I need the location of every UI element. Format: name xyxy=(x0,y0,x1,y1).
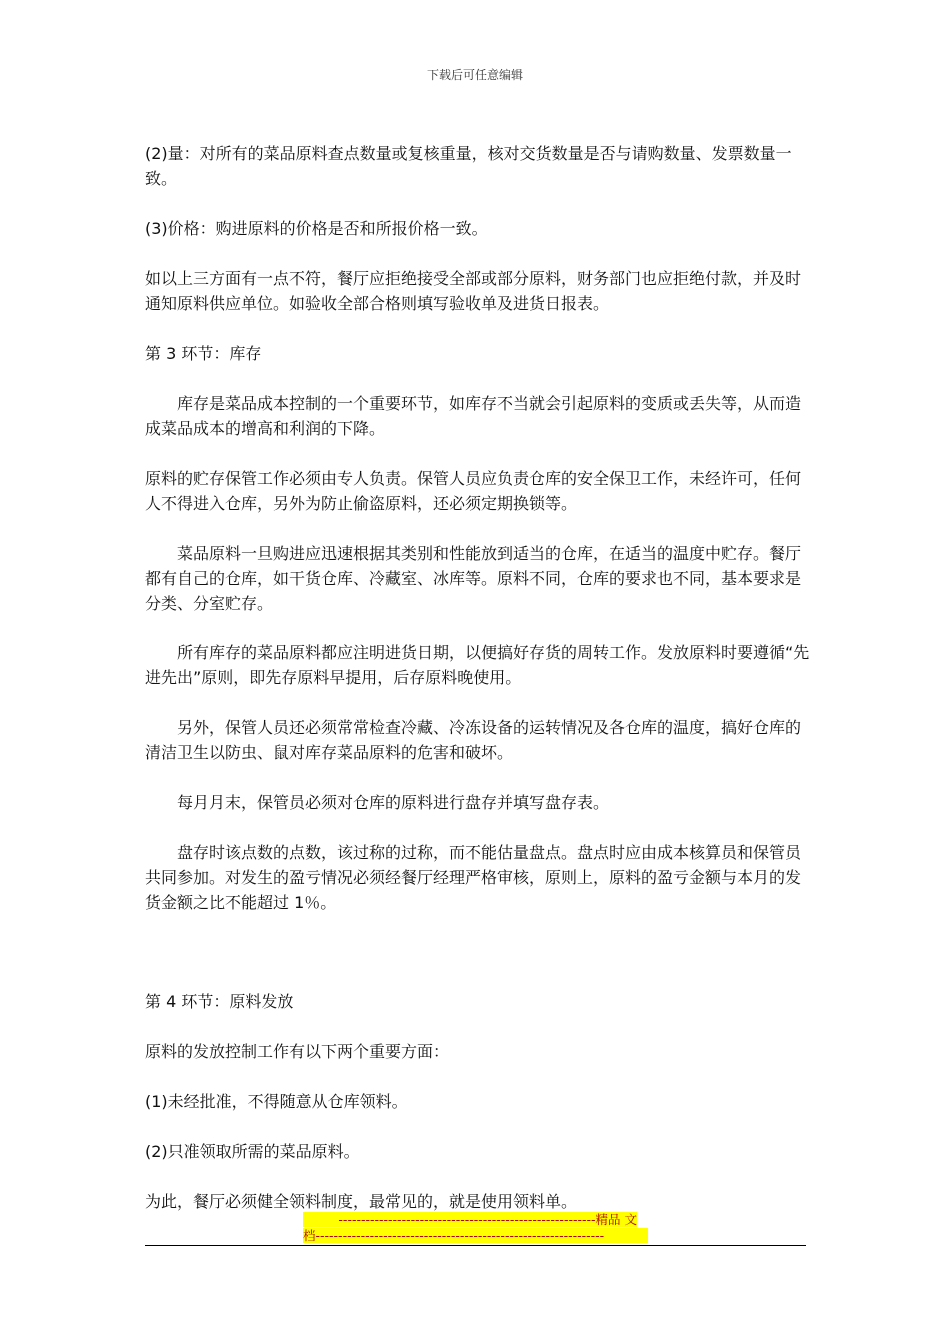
paragraph-quantity: (2)量：对所有的菜品原料查点数量或复核重量，核对交货数量是否与请购数量、发票数量一致。 xyxy=(145,144,792,188)
paragraph-issue-1: (1)未经批准，不得随意从仓库领料。 xyxy=(145,1092,408,1111)
footer-divider xyxy=(145,1245,806,1246)
paragraph-storage-count: 盘存时该点数的点数，该过称的过称，而不能估量盘点。盘点时应由成本核算员和保管员共同参加。对发生的盈亏情况必须经餐厅经理严格审核，原则上，原料的盈亏金额与本月的发货金额之比不能超过 1％。 xyxy=(145,843,802,912)
footer-watermark-line1: ---------------------------------------------------------精品 文 xyxy=(303,1212,637,1227)
paragraph-issue-2: (2)只准领取所需的菜品原料。 xyxy=(145,1142,360,1161)
paragraph-issue-form: 为此，餐厅必须健全领料制度，最常见的，就是使用领料单。 xyxy=(145,1192,578,1211)
paragraph-storage-inventory: 每月月末，保管员必须对仓库的原料进行盘存并填写盘存表。 xyxy=(145,793,610,812)
section-heading-issue: 第 4 环节：原料发放 xyxy=(145,992,294,1011)
paragraph-storage-intro: 库存是菜品成本控制的一个重要环节，如库存不当就会引起原料的变质或丢失等，从而造成菜品成本的增高和利润的下降。 xyxy=(145,394,802,438)
paragraph-price: (3)价格：购进原料的价格是否和所报价格一致。 xyxy=(145,219,488,238)
footer-watermark-line2: 档---------------------------------------------------------------- xyxy=(303,1228,648,1243)
paragraph-reject: 如以上三方面有一点不符，餐厅应拒绝接受全部或部分原料，财务部门也应拒绝付款，并及时通知原料供应单位。如验收全部合格则填写验收单及进货日报表。 xyxy=(145,269,802,313)
section-heading-storage: 第 3 环节：库存 xyxy=(145,344,262,363)
paragraph-storage-custody: 原料的贮存保管工作必须由专人负责。保管人员应负责仓库的安全保卫工作，未经许可，任何人不得进入仓库，另外为防止偷盗原料，还必须定期换锁等。 xyxy=(145,469,802,513)
paragraph-issue-intro: 原料的发放控制工作有以下两个重要方面： xyxy=(145,1042,450,1061)
page-header: 下载后可任意编辑 xyxy=(426,68,523,82)
paragraph-storage-classify: 菜品原料一旦购进应迅速根据其类别和性能放到适当的仓库，在适当的温度中贮存。餐厅都有自己的仓库，如干货仓库、冷藏室、冰库等。原料不同，仓库的要求也不同，基本要求是分类、分室贮存。 xyxy=(145,544,802,613)
paragraph-storage-inspect: 另外，保管人员还必须常常检查冷藏、冷冻设备的运转情况及各仓库的温度，搞好仓库的清洁卫生以防虫、鼠对库存菜品原料的危害和破坏。 xyxy=(145,718,802,762)
paragraph-storage-fifo: 所有库存的菜品原料都应注明进货日期，以便搞好存货的周转工作。发放原料时要遵循“先进先出”原则，即先存原料早提用，后存原料晚使用。 xyxy=(145,643,810,687)
